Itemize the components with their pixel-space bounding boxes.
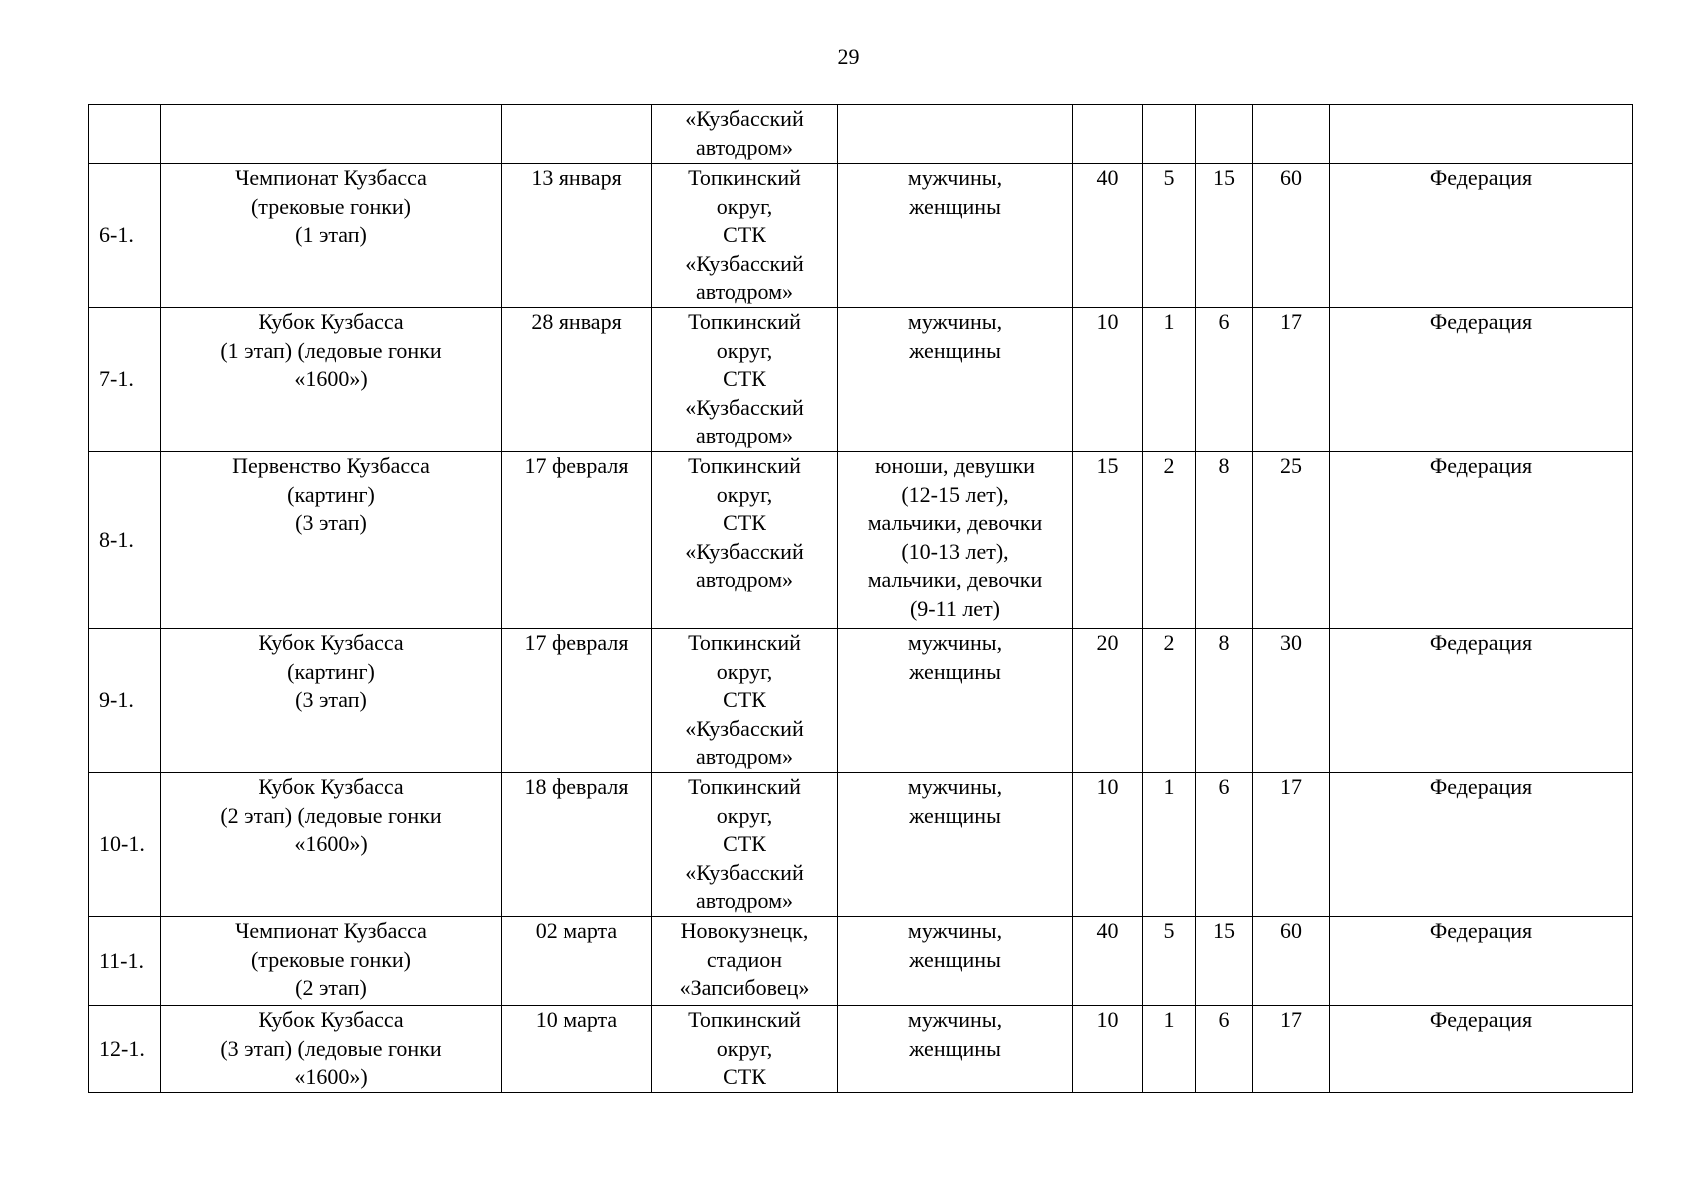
event-number-cell: 11-1. [89, 917, 161, 1006]
organizer-cell: Федерация [1330, 773, 1633, 917]
event-name-cell: Кубок Кузбасса (картинг) (3 этап) [161, 629, 502, 773]
participants-cell: мужчины, женщины [838, 917, 1073, 1006]
event-name-cell: Кубок Кузбасса (2 этап) (ледовые гонки «1600») [161, 773, 502, 917]
count-total-cell: 60 [1253, 164, 1330, 308]
event-date-cell: 18 февраля [502, 773, 652, 917]
event-name-cell: Кубок Кузбасса (1 этап) (ледовые гонки «1600») [161, 308, 502, 452]
count-col-3-cell: 8 [1196, 629, 1253, 773]
event-place-cell: Топкинский округ, СТК «Кузбасский автодром» [652, 452, 838, 629]
count-col-1-cell [1073, 105, 1143, 164]
count-col-3-cell [1196, 105, 1253, 164]
count-col-2-cell: 1 [1143, 1006, 1196, 1093]
count-col-3-cell: 8 [1196, 452, 1253, 629]
count-col-1-cell: 40 [1073, 164, 1143, 308]
count-col-2-cell [1143, 105, 1196, 164]
count-total-cell: 30 [1253, 629, 1330, 773]
event-name-cell [161, 105, 502, 164]
event-name-cell: Чемпионат Кузбасса (трековые гонки) (2 этап) [161, 917, 502, 1006]
table-row [89, 629, 1633, 773]
event-number-cell: 12-1. [89, 1006, 161, 1093]
organizer-cell: Федерация [1330, 629, 1633, 773]
participants-cell: мужчины, женщины [838, 773, 1073, 917]
event-place-cell: Топкинский округ, СТК «Кузбасский автодром» [652, 773, 838, 917]
count-total-cell [1253, 105, 1330, 164]
event-place-cell: Новокузнецк, стадион «Запсибовец» [652, 917, 838, 1006]
count-col-1-cell: 15 [1073, 452, 1143, 629]
event-number-cell: 9-1. [89, 629, 161, 773]
event-name-cell: Чемпионат Кузбасса (трековые гонки) (1 этап) [161, 164, 502, 308]
event-name-cell: Первенство Кузбасса (картинг) (3 этап) [161, 452, 502, 629]
event-place-cell: «Кузбасский автодром» [652, 105, 838, 164]
count-total-cell: 25 [1253, 452, 1330, 629]
table-row [89, 773, 1633, 917]
count-total-cell: 17 [1253, 308, 1330, 452]
count-col-2-cell: 2 [1143, 452, 1196, 629]
event-number-cell: 8-1. [89, 452, 161, 629]
organizer-cell: Федерация [1330, 452, 1633, 629]
count-col-1-cell: 40 [1073, 917, 1143, 1006]
participants-cell: мужчины, женщины [838, 308, 1073, 452]
participants-cell: мужчины, женщины [838, 1006, 1073, 1093]
table-row [89, 164, 1633, 308]
participants-cell: мужчины, женщины [838, 164, 1073, 308]
participants-cell: мужчины, женщины [838, 629, 1073, 773]
count-col-3-cell: 15 [1196, 164, 1253, 308]
count-col-1-cell: 10 [1073, 308, 1143, 452]
participants-cell: юноши, девушки (12-15 лет), мальчики, девочки (10-13 лет), мальчики, девочки (9-11 лет) [838, 452, 1073, 629]
event-date-cell: 28 января [502, 308, 652, 452]
table-row [89, 917, 1633, 1006]
count-col-2-cell: 5 [1143, 164, 1196, 308]
event-date-cell: 13 января [502, 164, 652, 308]
events-table [88, 104, 1633, 1093]
count-total-cell: 60 [1253, 917, 1330, 1006]
count-col-3-cell: 6 [1196, 773, 1253, 917]
event-place-cell: Топкинский округ, СТК «Кузбасский автодром» [652, 164, 838, 308]
count-total-cell: 17 [1253, 1006, 1330, 1093]
organizer-cell [1330, 105, 1633, 164]
count-col-2-cell: 1 [1143, 773, 1196, 917]
count-col-1-cell: 10 [1073, 1006, 1143, 1093]
count-col-2-cell: 2 [1143, 629, 1196, 773]
event-number-cell: 10-1. [89, 773, 161, 917]
table-row [89, 105, 1633, 164]
count-total-cell: 17 [1253, 773, 1330, 917]
event-place-cell: Топкинский округ, СТК «Кузбасский автодром» [652, 629, 838, 773]
count-col-3-cell: 6 [1196, 308, 1253, 452]
event-date-cell: 17 февраля [502, 629, 652, 773]
organizer-cell: Федерация [1330, 164, 1633, 308]
organizer-cell: Федерация [1330, 917, 1633, 1006]
count-col-2-cell: 1 [1143, 308, 1196, 452]
organizer-cell: Федерация [1330, 308, 1633, 452]
event-place-cell: Топкинский округ, СТК «Кузбасский автодром» [652, 308, 838, 452]
event-number-cell [89, 105, 161, 164]
count-col-2-cell: 5 [1143, 917, 1196, 1006]
event-number-cell: 7-1. [89, 308, 161, 452]
event-date-cell: 10 марта [502, 1006, 652, 1093]
event-date-cell: 17 февраля [502, 452, 652, 629]
count-col-1-cell: 20 [1073, 629, 1143, 773]
organizer-cell: Федерация [1330, 1006, 1633, 1093]
count-col-3-cell: 6 [1196, 1006, 1253, 1093]
count-col-3-cell: 15 [1196, 917, 1253, 1006]
table-row [89, 308, 1633, 452]
table-row [89, 1006, 1633, 1093]
participants-cell [838, 105, 1073, 164]
count-col-1-cell: 10 [1073, 773, 1143, 917]
table-row [89, 452, 1633, 629]
event-number-cell: 6-1. [89, 164, 161, 308]
event-place-cell: Топкинский округ, СТК [652, 1006, 838, 1093]
table-body [89, 105, 1633, 1093]
event-name-cell: Кубок Кузбасса (3 этап) (ледовые гонки «1600») [161, 1006, 502, 1093]
page-number: 29 [837, 44, 860, 69]
event-date-cell: 02 марта [502, 917, 652, 1006]
event-date-cell [502, 105, 652, 164]
